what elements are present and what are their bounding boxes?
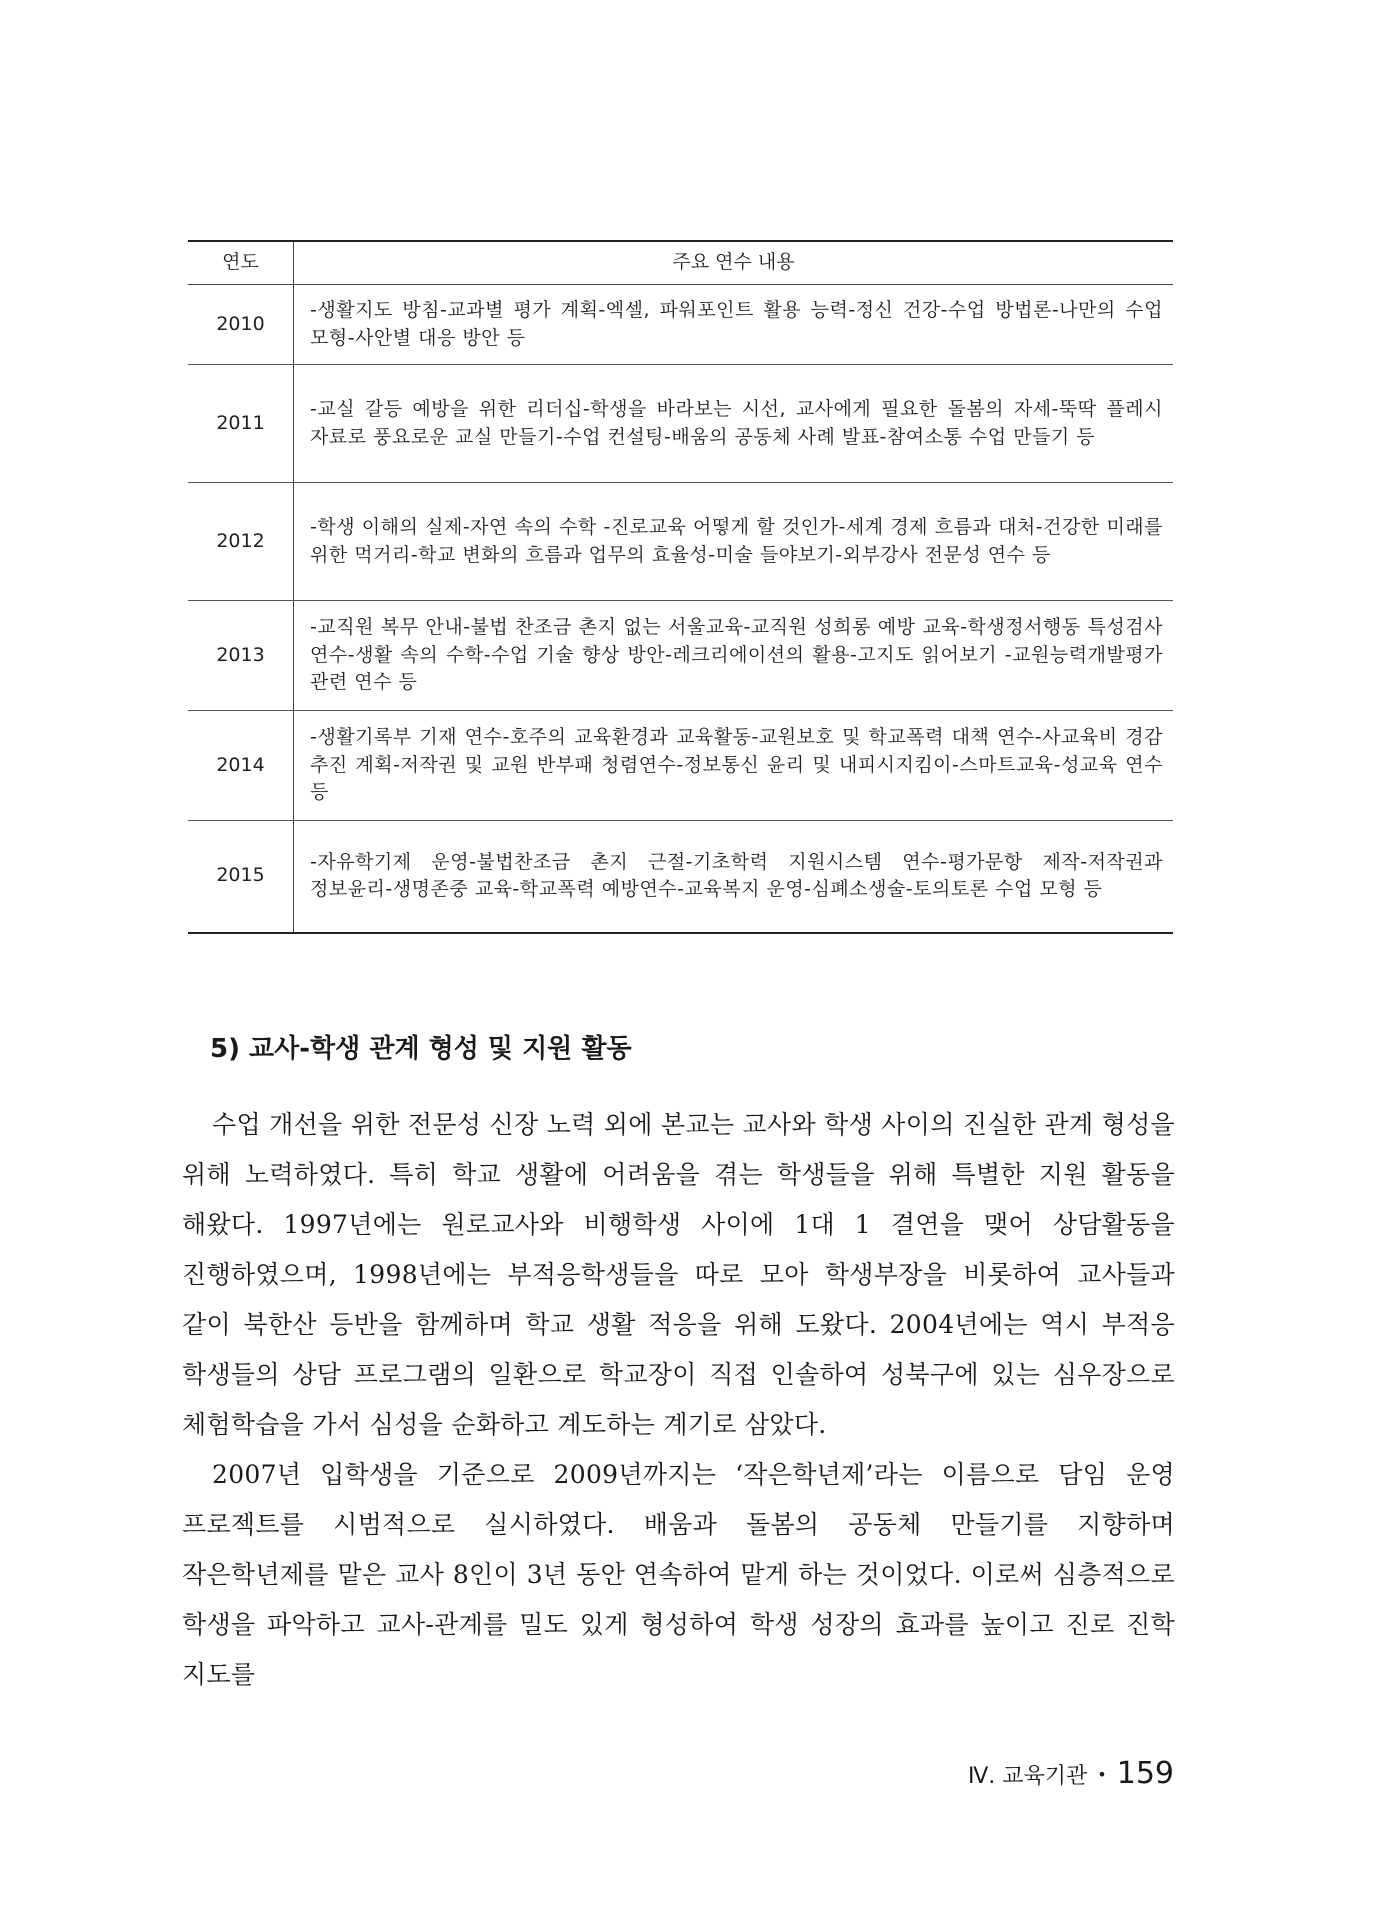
table-row <box>188 601 1173 711</box>
chapter-label: Ⅳ. 교육기관 <box>967 1764 1088 1789</box>
table-row <box>188 285 1173 365</box>
year-cell: 2011 <box>188 365 294 483</box>
year-cell: 2013 <box>188 601 294 711</box>
year-cell: 2014 <box>188 711 294 821</box>
year-cell: 2015 <box>188 821 294 933</box>
training-table <box>188 240 1173 934</box>
table-row <box>188 711 1173 821</box>
content-cell: -교실 갈등 예방을 위한 리더십-학생을 바라보는 시선, 교사에게 필요한 돌봄의 자세-뚝딱 플레시 자료로 풍요로운 교실 만들기-수업 컨설팅-배움의 공동체 사례 발표-참여소통 수업 만들기 등 <box>294 365 1174 483</box>
page-number: 159 <box>1116 1756 1174 1791</box>
content-cell: -자유학기제 운영-불법찬조금 촌지 근절-기초학력 지원시스템 연수-평가문항 제작-저작권과 정보윤리-생명존중 교육-학교폭력 예방연수-교육복지 운영-심폐소생술-토의토론 수업 모형 등 <box>294 821 1174 933</box>
content-cell: -교직원 복무 안내-불법 찬조금 촌지 없는 서울교육-교직원 성희롱 예방 교육-학생정서행동 특성검사 연수-생활 속의 수학-수업 기술 향상 방안-레크리에이션의 활용-고지도 읽어보기 -교원능력개발평가 관련 연수 등 <box>294 601 1174 711</box>
section-heading: 5) 교사-학생 관계 형성 및 지원 활동 <box>210 1034 632 1064</box>
training-table-container <box>188 240 1173 934</box>
bullet-icon: • <box>1097 1765 1107 1784</box>
table-row <box>188 365 1173 483</box>
year-column-header: 연도 <box>188 241 294 285</box>
table-row <box>188 821 1173 933</box>
page-footer <box>968 1756 1174 1791</box>
content-cell: -생활기록부 기재 연수-호주의 교육환경과 교육활동-교원보호 및 학교폭력 대책 연수-사교육비 경감 추진 계획-저작권 및 교원 반부패 청렴연수-정보통신 윤리 및 내피시지킴이-스마트교육-성교육 연수 등 <box>294 711 1174 821</box>
content-cell: -학생 이해의 실제-자연 속의 수학 -진로교육 어떻게 할 것인가-세계 경제 흐름과 대처-건강한 미래를 위한 먹거리-학교 변화의 흐름과 업무의 효율성-미술 들야보기-외부강사 전문성 연수 등 <box>294 483 1174 601</box>
table-header-row <box>188 241 1173 285</box>
year-cell: 2010 <box>188 285 294 365</box>
paragraph: 2007년 입학생을 기준으로 2009년까지는 ‘작은학년제’라는 이름으로 담임 운영 프로젝트를 시범적으로 실시하였다. 배움과 돌봄의 공동체 만들기를 지향하며 작은학년제를 맡은 교사 8인이 3년 동안 연속하여 맡게 하는 것이었다. 이로써 심층적으로 학생을 파악하고 교사-관계를 밀도 있게 형성하여 학생 성장의 효과를 높이고 진로 진학 지도를 <box>182 1460 1175 1689</box>
body-text <box>182 1100 1175 1700</box>
content-column-header: 주요 연수 내용 <box>294 241 1174 285</box>
year-cell: 2012 <box>188 483 294 601</box>
content-cell: -생활지도 방침-교과별 평가 계획-엑셀, 파워포인트 활용 능력-정신 건강-수업 방법론-나만의 수업 모형-사안별 대응 방안 등 <box>294 285 1174 365</box>
table-row <box>188 483 1173 601</box>
paragraph: 수업 개선을 위한 전문성 신장 노력 외에 본교는 교사와 학생 사이의 진실한 관계 형성을 위해 노력하였다. 특히 학교 생활에 어려움을 겪는 학생들을 위해 특별한 지원 활동을 해왔다. 1997년에는 원로교사와 비행학생 사이에 1대 1 결연을 맺어 상담활동을 진행하였으며, 1998년에는 부적응학생들을 따로 모아 학생부장을 비롯하여 교사들과 같이 북한산 등반을 함께하며 학교 생활 적응을 위해 도왔다. 2004년에는 역시 부적응 학생들의 상담 프로그램의 일환으로 학교장이 직접 인솔하여 성북구에 있는 심우장으로 체험학습을 가서 심성을 순화하고 계도하는 계기로 삼았다. <box>182 1110 1175 1439</box>
